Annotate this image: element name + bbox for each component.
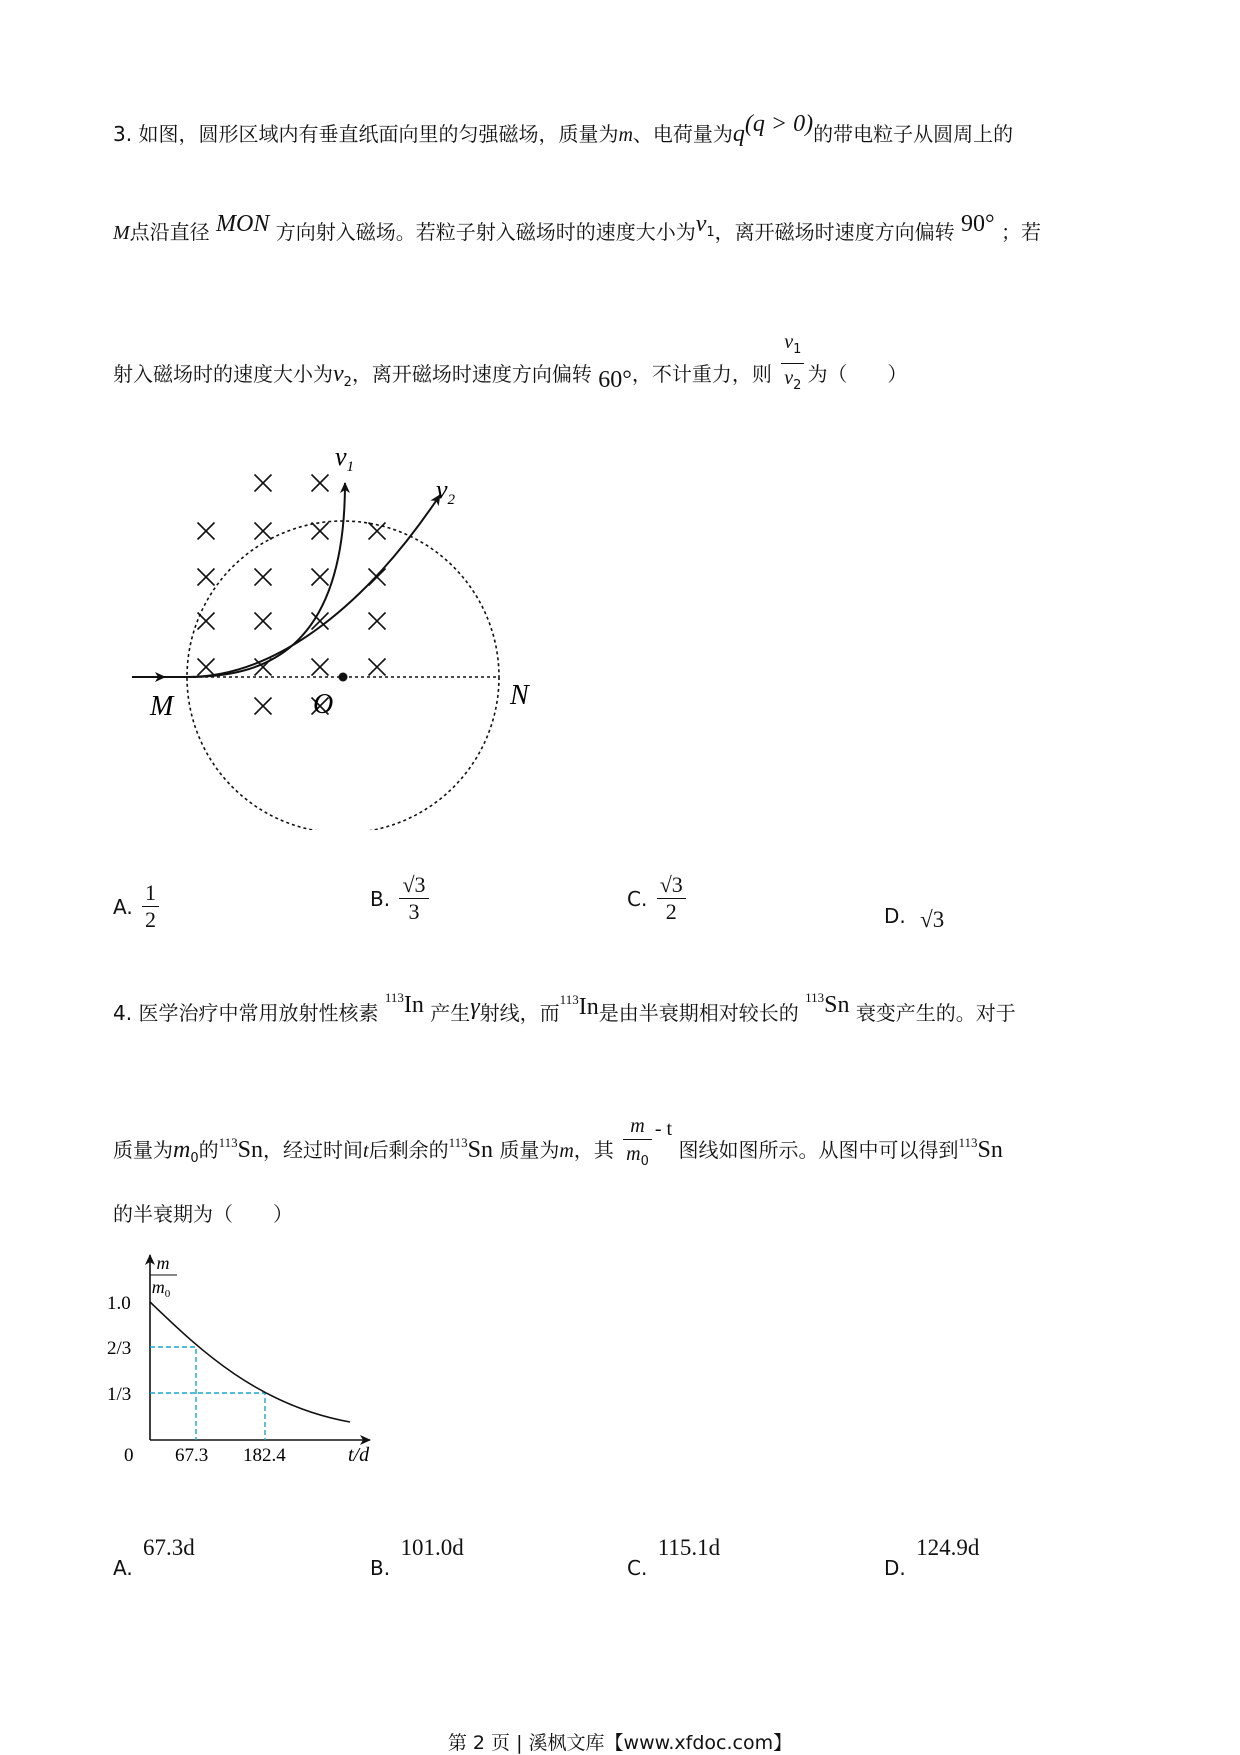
guide-line-1-3 (150, 1393, 265, 1440)
guide-line-2-3 (150, 1347, 196, 1440)
q4-line-1 (113, 992, 1016, 1027)
option-letter: C. (627, 886, 648, 911)
label-M: M (150, 691, 174, 722)
option-letter: D. (884, 1555, 906, 1580)
ratio-num-sub: 1 (793, 342, 802, 357)
center-dot (339, 673, 348, 682)
nuclide-sn-113 (218, 1135, 264, 1163)
q3-option-a[interactable] (113, 880, 162, 933)
element-Sn: Sn (467, 1137, 493, 1163)
magnetic-field-figure (120, 430, 560, 830)
x-axis-label: t/d (348, 1444, 370, 1466)
q3-option-c[interactable] (627, 872, 689, 925)
var-m: m (559, 1140, 574, 1162)
q3-text: 、电荷量为 (632, 122, 733, 146)
mass-number: 113 (448, 1135, 468, 1150)
option-den: 3 (408, 899, 420, 924)
x-tick-182-4: 182.4 (243, 1445, 286, 1466)
trajectory-v2 (187, 495, 440, 677)
page-footer: 第 2 页 | 溪枫文库【www.xfdoc.com】 (447, 1732, 793, 1754)
q4-text: 图线如图所示。从图中可以得到 (678, 1138, 959, 1162)
option-den: 2 (145, 907, 157, 932)
q4-text: ，经过时间 (263, 1138, 364, 1162)
charge-condition: (q > 0) (744, 111, 814, 137)
element-In: In (403, 992, 424, 1018)
var-v1-sub: 1 (706, 225, 715, 240)
q4-line-3 (113, 1200, 293, 1228)
x-tick-67-3: 67.3 (175, 1445, 209, 1466)
q4-text: 衰变产生的。对于 (855, 1001, 1016, 1025)
var-m0: m (173, 1137, 191, 1163)
option-letter: A. (113, 1555, 133, 1580)
option-value (142, 880, 159, 933)
option-letter: B. (370, 886, 391, 911)
q3-text: ；若 (1001, 220, 1041, 244)
var-v1: v (695, 211, 707, 237)
element-Sn: Sn (977, 1137, 1003, 1163)
mass-number: 113 (384, 990, 404, 1005)
decay-graph (105, 1245, 395, 1470)
element-In: In (578, 994, 599, 1020)
q3-line-3 (113, 331, 908, 411)
q4-text: 后剩余的 (368, 1138, 449, 1162)
var-m0-sub: 0 (190, 1151, 199, 1166)
ratio-m-m0 (623, 1112, 652, 1175)
option-value: 115.1d (657, 1535, 721, 1560)
option-letter: A. (113, 894, 133, 919)
q3-number: 3. (113, 122, 133, 146)
var-M: M (113, 222, 130, 244)
label-v1: $v_1$ (335, 442, 355, 475)
q4-text: 医学治疗中常用放射性核素 (138, 1001, 379, 1025)
option-value (657, 872, 686, 925)
y-label-den: $m_0$ (151, 1277, 171, 1300)
option-letter: C. (627, 1555, 648, 1580)
element-Sn: Sn (237, 1137, 264, 1163)
mass-number: 113 (958, 1135, 978, 1150)
q4-text: 的 (198, 1138, 219, 1162)
ratio-den-v: v (784, 367, 794, 389)
q4-text: 产生 (430, 1001, 471, 1025)
dash-t: - t (654, 1118, 673, 1140)
q3-text: ，不计重力，则 (631, 362, 772, 386)
var-t: t (363, 1140, 369, 1162)
y-tick-2-3: 2/3 (107, 1338, 132, 1359)
element-Sn: Sn (824, 992, 850, 1018)
q3-text: 点沿直径 (129, 220, 210, 244)
label-O: O (313, 689, 334, 720)
q3-text: 射入磁场时的速度大小为 (113, 362, 333, 386)
label-v2: $v_2$ (436, 475, 456, 508)
q3-text: ，离开磁场时速度方向偏转 (714, 220, 955, 244)
ratio-num-m: m (630, 1115, 645, 1137)
origin-label: 0 (124, 1445, 134, 1466)
q3-text: 的带电粒子从圆周上的 (813, 122, 1014, 146)
var-v2-sub: 2 (343, 375, 352, 390)
q4-text: 射线，而 (479, 1001, 560, 1025)
q3-text: ，离开磁场时速度方向偏转 (351, 362, 592, 386)
option-num: 1 (142, 880, 159, 907)
q3-text: 为（ ） (807, 362, 908, 386)
ratio-den-m: m (626, 1143, 641, 1165)
option-value (399, 872, 428, 925)
q4-option-b[interactable] (370, 1535, 464, 1580)
option-letter: B. (370, 1555, 391, 1580)
nuclide-in-113 (384, 990, 424, 1018)
nuclide-in-113 (559, 992, 599, 1020)
option-den: 2 (665, 899, 677, 924)
option-value: 101.0d (400, 1535, 464, 1560)
q3-text: 如图，圆形区域内有垂直纸面向里的匀强磁场，质量为 (138, 122, 619, 146)
option-value: 67.3d (143, 1535, 195, 1560)
q4-text: 质量为 (113, 1138, 173, 1162)
q3-text: 方向射入磁场。若粒子射入磁场时的速度大小为 (275, 220, 696, 244)
var-m: m (618, 124, 633, 146)
angle-60: 60° (598, 367, 632, 393)
q4-line-2 (113, 1115, 1003, 1183)
q3-option-b[interactable] (370, 872, 432, 925)
angle-90: 90° (961, 211, 995, 237)
var-q: q (732, 121, 745, 147)
var-v2: v (333, 361, 344, 387)
q4-text: ，其 (573, 1138, 614, 1162)
q4-text: 质量为 (499, 1138, 560, 1162)
nuclide-sn-113 (805, 990, 850, 1018)
decay-curve (150, 1302, 350, 1422)
q4-option-d[interactable] (884, 1535, 980, 1580)
nuclide-sn-113 (448, 1135, 493, 1163)
nuclide-sn-113 (958, 1135, 1003, 1163)
mass-number: 113 (218, 1135, 238, 1150)
mass-number: 113 (559, 992, 579, 1007)
q3-line-1 (113, 111, 1014, 149)
q4-option-c[interactable] (627, 1535, 721, 1580)
y-tick-1-3: 1/3 (107, 1384, 132, 1405)
option-num: √3 (657, 872, 686, 899)
diameter-MON: MON (216, 211, 270, 237)
option-value: 124.9d (916, 1535, 980, 1560)
q4-number: 4. (113, 1001, 133, 1025)
ratio-v1-v2 (781, 328, 804, 399)
option-letter: D. (884, 903, 906, 928)
q3-option-d[interactable] (884, 901, 945, 932)
q4-text: 是由半衰期相对较长的 (598, 1001, 799, 1025)
q3-line-2 (113, 211, 1041, 255)
option-num: √3 (399, 872, 428, 899)
mass-number: 113 (805, 990, 825, 1005)
gamma-symbol: γ (470, 994, 480, 1020)
y-label-num: m (156, 1253, 170, 1273)
q4-text: 的半衰期为（ ） (113, 1202, 293, 1226)
ratio-den-sub: 2 (793, 378, 802, 393)
label-N: N (510, 680, 529, 711)
option-value: √3 (920, 907, 945, 932)
ratio-num-v: v (784, 331, 794, 353)
y-tick-1: 1.0 (107, 1293, 131, 1314)
q4-option-a[interactable] (113, 1535, 195, 1580)
ratio-den-sub: 0 (640, 1154, 649, 1169)
